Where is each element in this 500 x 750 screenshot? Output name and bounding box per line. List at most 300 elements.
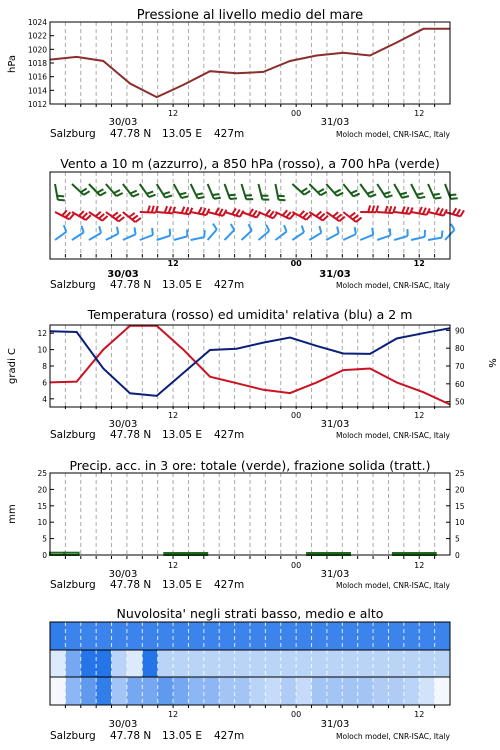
wind-barb-shaft xyxy=(258,231,269,240)
cloud-cell xyxy=(327,677,343,705)
wind-barb-feather xyxy=(266,210,270,216)
wind-barb-shaft xyxy=(360,235,373,240)
cloud-cell xyxy=(435,650,451,677)
wind-barb-feather xyxy=(283,210,288,215)
cloud-cell xyxy=(173,650,189,677)
station-elev: 427m xyxy=(214,730,245,742)
cloud-cell xyxy=(250,650,266,677)
y-tick-label: 1018 xyxy=(27,59,47,68)
station-lat: 47.78 N xyxy=(110,279,152,291)
wind-barb-feather xyxy=(135,227,136,234)
cloud-cell xyxy=(65,650,81,677)
humidity-ylabel: % xyxy=(486,358,497,368)
wind-barb-shaft xyxy=(157,236,170,240)
precip-panel xyxy=(7,458,465,591)
wind-barb-feather xyxy=(147,191,154,193)
wind-barb-feather xyxy=(231,224,235,230)
wind-barb-feather xyxy=(323,216,328,221)
cloud-cell xyxy=(112,650,128,677)
wind-barb-feather xyxy=(152,206,154,213)
wind-barb-feather xyxy=(169,207,171,214)
cloud-cell xyxy=(189,622,205,650)
wind-barb-feather xyxy=(319,226,321,233)
cloud-cell xyxy=(219,677,235,705)
wind-barb-shaft xyxy=(208,184,214,199)
station-name: Salzburg xyxy=(50,579,96,591)
y-tick-label: 5 xyxy=(455,534,460,544)
hour-tick-label: 12 xyxy=(167,710,179,719)
y-tick-label: 15 xyxy=(455,501,465,511)
wind-barb-feather xyxy=(230,198,237,199)
wind-barb-feather xyxy=(355,227,356,234)
cloud-cell xyxy=(204,622,220,650)
wind-barb-feather xyxy=(350,213,356,217)
cloud-day-labels xyxy=(109,719,350,730)
wind-barb-feather xyxy=(116,193,122,196)
wind-barb-feather xyxy=(100,192,106,195)
y-tick-label: 6 xyxy=(42,378,47,388)
station-elev: 427m xyxy=(214,429,245,441)
wind-barb-feather xyxy=(132,215,138,219)
pressure-ylabel: hPa xyxy=(7,54,18,74)
station-elev: 427m xyxy=(214,579,245,591)
cloud-cell xyxy=(112,677,128,705)
wind-barb-feather xyxy=(212,194,219,195)
wind-barb-shaft xyxy=(394,184,402,198)
wind-barb-feather xyxy=(453,208,457,214)
cloud-title: Nuvolosita' negli strati basso, medio e alto xyxy=(116,606,384,621)
cloud-cell xyxy=(373,622,389,650)
wind-xticks xyxy=(65,254,434,268)
wind-barb-shaft xyxy=(140,235,153,240)
station-name: Salzburg xyxy=(50,128,96,140)
wind-barb-feather xyxy=(417,193,424,195)
cloud-cell xyxy=(281,650,297,677)
cloud-cell xyxy=(81,622,97,650)
y-tick-label: 20 xyxy=(455,485,465,495)
station-name: Salzburg xyxy=(50,279,96,291)
wind-barb-shaft xyxy=(72,232,84,240)
station-lat: 47.78 N xyxy=(110,579,152,591)
wind-barb-feather xyxy=(334,190,340,193)
y-tick-label: 4 xyxy=(42,394,47,404)
precip-ylabel: mm xyxy=(7,504,18,524)
station-lon: 13.05 E xyxy=(162,279,203,291)
wind-barb-feather xyxy=(320,214,325,219)
station-lon: 13.05 E xyxy=(162,429,203,441)
wind-barb-shaft xyxy=(292,184,304,195)
cloud-cell xyxy=(419,622,435,650)
temperature-title: Temperatura (rosso) ed umidita' relativa (blu) a 2 m xyxy=(87,307,413,322)
y-tick-label: 10 xyxy=(455,518,465,528)
wind-barb-feather xyxy=(165,196,172,198)
wind-barb-shaft xyxy=(123,234,136,240)
wind-barb-feather xyxy=(148,206,150,213)
wind-barb-shaft xyxy=(208,229,217,240)
wind-barb-feather xyxy=(114,190,120,193)
cloud-cell xyxy=(404,650,420,677)
wind-barb-feather xyxy=(451,224,455,230)
wind-barb-feather xyxy=(279,200,286,201)
cloud-cell xyxy=(204,677,220,705)
day-label-31-03: 31/03 xyxy=(320,569,350,580)
pressure-frame xyxy=(50,22,450,104)
hour-tick-label: 00 xyxy=(291,109,302,118)
cloud-cell xyxy=(50,622,66,650)
wind-barb-feather xyxy=(116,215,121,220)
wind-barb-shaft xyxy=(55,232,66,240)
cloud-cell xyxy=(296,677,312,705)
cloud-cell xyxy=(96,650,112,677)
precip-xticks xyxy=(65,556,434,570)
day-label-30-03: 30/03 xyxy=(108,117,138,128)
wind-barb-feather xyxy=(385,206,387,213)
cloud-cell xyxy=(358,650,374,677)
y-tick-label: 0 xyxy=(42,551,47,560)
station-lat: 47.78 N xyxy=(110,128,152,140)
hour-tick-label: 12 xyxy=(167,259,179,268)
day-label-30-03: 30/03 xyxy=(108,569,138,580)
station-name: Salzburg xyxy=(50,730,96,742)
wind-barb-feather xyxy=(165,206,167,213)
y-tick-label: 1012 xyxy=(27,100,47,109)
wind-barb-feather xyxy=(198,197,205,198)
pressure-title: Pressione al livello medio del mare xyxy=(136,8,364,23)
y-tick-label: 80 xyxy=(455,344,465,354)
wind-barb-feather xyxy=(406,207,409,214)
cloud-cell xyxy=(127,677,143,705)
cloud-cell xyxy=(96,622,112,650)
cloud-cell xyxy=(342,650,358,677)
wind-barb-feather xyxy=(353,194,359,197)
wind-barb-shaft xyxy=(394,236,407,240)
wind-barb-feather xyxy=(442,231,443,238)
wind-barb-feather xyxy=(286,212,291,217)
wind-barb-feather xyxy=(306,215,311,220)
hour-tick-label: 12 xyxy=(167,411,179,420)
wind-barb-feather xyxy=(301,188,307,192)
y-tick-label: 25 xyxy=(455,469,465,478)
pressure-xticks xyxy=(65,104,434,118)
cloud-cell xyxy=(389,677,405,705)
wind-barb-feather xyxy=(266,225,269,231)
wind-barb-feather xyxy=(333,212,338,217)
wind-barb-feather xyxy=(213,224,217,230)
cloud-panel xyxy=(50,606,451,742)
wind-barb-feather xyxy=(321,192,327,196)
cloud-cell xyxy=(158,622,174,650)
cloud-cell xyxy=(50,677,66,705)
y-tick-label: 1022 xyxy=(27,31,47,41)
y-tick-label: 25 xyxy=(37,469,47,478)
wind-barb-feather xyxy=(302,226,304,233)
wind-barb-feather xyxy=(236,210,240,216)
day-label-31-03: 31/03 xyxy=(320,419,350,430)
cloud-cell xyxy=(404,677,420,705)
hour-tick-label: 12 xyxy=(414,710,425,719)
cloud-cell xyxy=(127,622,143,650)
y-tick-label: 1024 xyxy=(27,18,47,27)
wind-barb-feather xyxy=(102,216,107,221)
y-tick-label: 50 xyxy=(455,397,465,407)
wind-barb-feather xyxy=(270,211,274,217)
cloud-cell xyxy=(189,650,205,677)
model-credit: Moloch model, CNR-ISAC, Italy xyxy=(336,732,450,741)
wind-barb-feather xyxy=(82,213,87,218)
wind-barb-feather xyxy=(214,198,221,199)
cloud-cell xyxy=(142,677,158,705)
wind-barb-shaft xyxy=(174,236,188,240)
y-tick-label: 1020 xyxy=(27,45,47,55)
day-label-31-03: 31/03 xyxy=(320,719,350,730)
station-lon: 13.05 E xyxy=(162,579,203,591)
wind-location-line xyxy=(50,279,451,291)
cloud-cell xyxy=(189,677,205,705)
pressure-grid xyxy=(65,22,434,104)
hour-tick-label: 12 xyxy=(413,259,425,268)
hour-tick-label: 00 xyxy=(291,411,302,420)
model-credit: Moloch model, CNR-ISAC, Italy xyxy=(336,130,450,139)
wind-barb-feather xyxy=(133,194,139,197)
cloud-cell xyxy=(65,622,81,650)
cloud-cell xyxy=(327,622,343,650)
hour-tick-label: 12 xyxy=(414,561,425,570)
cloud-cell xyxy=(235,622,251,650)
hour-tick-label: 12 xyxy=(167,561,179,570)
humidity-yticks xyxy=(446,326,465,406)
cloud-cell xyxy=(389,650,405,677)
cloud-cell xyxy=(327,650,343,677)
wind-barb-feather xyxy=(219,209,222,215)
wind-barb-feather xyxy=(337,227,339,234)
temperature-xticks xyxy=(65,406,434,420)
wind-barb-feather xyxy=(149,195,156,197)
station-lon: 13.05 E xyxy=(162,128,203,140)
wind-barb-feather xyxy=(290,214,295,219)
cloud-cell xyxy=(81,650,97,677)
y-tick-label: 15 xyxy=(37,501,47,511)
wind-barb-feather xyxy=(64,225,67,232)
wind-barb-feather xyxy=(135,218,141,222)
wind-barb-feather xyxy=(433,194,440,195)
wind-barb-feather xyxy=(163,192,170,194)
wind-barb-feather xyxy=(435,198,442,199)
wind-barb-feather xyxy=(199,207,202,213)
wind-barb-shaft xyxy=(106,234,118,240)
y-tick-label: 60 xyxy=(455,379,465,389)
cloud-cell xyxy=(173,677,189,705)
cloud-cell xyxy=(265,622,281,650)
wind-barb-feather xyxy=(372,206,374,213)
precip-grid xyxy=(65,473,434,555)
wind-barb-feather xyxy=(69,214,74,219)
station-lat: 47.78 N xyxy=(110,730,152,742)
cloud-cell xyxy=(112,622,128,650)
wind-barb-feather xyxy=(202,208,205,214)
day-label-30-03: 30/03 xyxy=(108,719,138,730)
wind-barb-shaft xyxy=(242,184,247,199)
temperature-yticks xyxy=(37,329,54,404)
y-tick-label: 1016 xyxy=(27,72,47,82)
cloud-cell xyxy=(281,677,297,705)
wind-barb-shaft xyxy=(360,184,369,197)
precip-yticks xyxy=(37,469,54,560)
cloud-cell xyxy=(219,622,235,650)
precip-yticks-right xyxy=(446,469,465,560)
hour-tick-label: 12 xyxy=(167,109,179,118)
wind-barb-shaft xyxy=(174,184,182,198)
temperature-location-line xyxy=(50,429,451,441)
wind-barb-shaft xyxy=(140,184,149,197)
y-tick-label: 10 xyxy=(37,518,47,528)
wind-barb-shaft xyxy=(292,232,304,240)
y-tick-label: 0 xyxy=(455,551,460,560)
wind-barb-feather xyxy=(182,196,189,198)
cloud-cell xyxy=(265,677,281,705)
cloud-cell xyxy=(235,677,251,705)
pressure-location-line xyxy=(50,128,451,140)
wind-barb-feather xyxy=(336,214,341,219)
model-credit: Moloch model, CNR-ISAC, Italy xyxy=(336,581,450,590)
station-elev: 427m xyxy=(214,279,245,291)
y-tick-label: 70 xyxy=(455,362,465,371)
wind-barb-feather xyxy=(402,196,409,198)
precip-title: Precip. acc. in 3 ore: totale (verde), frazione solida (tratt.) xyxy=(69,458,431,473)
wind-barb-feather xyxy=(180,193,187,195)
wind-barb-feather xyxy=(119,217,125,221)
cloud-cell xyxy=(81,677,97,705)
y-tick-label: 10 xyxy=(37,345,47,355)
wind-barb-feather xyxy=(351,191,357,194)
cloud-cell xyxy=(312,622,328,650)
wind-barb-feather xyxy=(152,228,153,235)
pressure-day-labels xyxy=(109,117,350,128)
y-tick-label: 8 xyxy=(42,362,47,371)
cloud-cell xyxy=(435,677,451,705)
wind-barb-shaft xyxy=(72,184,84,195)
wind-barb-feather xyxy=(460,210,464,216)
y-tick-label: 5 xyxy=(42,534,47,544)
hour-tick-label: 12 xyxy=(414,109,425,118)
wind-barb-feather xyxy=(423,208,426,214)
wind-barb-shaft xyxy=(411,237,425,240)
wind-barb-feather xyxy=(356,218,362,222)
cloud-cell xyxy=(296,622,312,650)
wind-barb-feather xyxy=(451,198,458,199)
wind-barb-feather xyxy=(386,195,393,197)
wind-barbs xyxy=(55,184,464,240)
wind-barb-shaft xyxy=(411,184,418,198)
wind-barb-feather xyxy=(229,195,236,196)
day-label-30-03: 30/03 xyxy=(107,269,139,280)
wind-barb-shaft xyxy=(123,184,133,197)
cloud-cell xyxy=(389,622,405,650)
hour-tick-label: 12 xyxy=(414,411,425,420)
cloud-cell xyxy=(373,677,389,705)
wind-barb-feather xyxy=(232,208,236,214)
wind-barb-feather xyxy=(440,209,443,215)
cloud-cell xyxy=(219,650,235,677)
cloud-cell xyxy=(312,677,328,705)
wind-barb-shaft xyxy=(191,184,198,198)
wind-barb-feather xyxy=(457,209,461,215)
temperature-line xyxy=(50,326,450,405)
wind-barb-feather xyxy=(318,189,324,193)
cloud-cell xyxy=(204,650,220,677)
wind-barb-shaft xyxy=(225,184,230,199)
cloud-cell xyxy=(419,650,435,677)
model-credit: Moloch model, CNR-ISAC, Italy xyxy=(336,431,450,440)
day-label-31-03: 31/03 xyxy=(319,269,351,280)
wind-panel xyxy=(50,156,464,291)
wind-barb-shaft xyxy=(258,184,262,200)
wind-barb-feather xyxy=(316,212,321,217)
wind-barb-feather xyxy=(99,214,104,219)
temperature-ylabel: gradi C xyxy=(7,348,18,384)
station-lon: 13.05 E xyxy=(162,730,203,742)
cloud-cell xyxy=(358,622,374,650)
wind-barb-feather xyxy=(402,207,405,214)
wind-barb-feather xyxy=(81,189,87,193)
wind-barb-shaft xyxy=(428,238,442,240)
wind-barb-feather xyxy=(390,229,391,236)
wind-barb-feather xyxy=(99,226,101,233)
cloud-cell xyxy=(158,677,174,705)
wind-barb-feather xyxy=(389,206,391,213)
y-tick-label: 1014 xyxy=(27,86,47,96)
day-label-31-03: 31/03 xyxy=(320,117,350,128)
cloud-cell xyxy=(419,677,435,705)
day-label-30-03: 30/03 xyxy=(108,419,138,430)
hour-tick-label: 00 xyxy=(291,561,302,570)
cloud-cell xyxy=(312,650,328,677)
cloud-cell xyxy=(235,650,251,677)
wind-barb-shaft xyxy=(326,233,338,240)
wind-barb-feather xyxy=(299,211,304,216)
cloud-cell xyxy=(142,650,158,677)
y-tick-label: 12 xyxy=(37,329,47,339)
model-credit: Moloch model, CNR-ISAC, Italy xyxy=(336,281,450,290)
wind-barb-feather xyxy=(215,208,218,214)
wind-barb-feather xyxy=(196,193,203,194)
wind-barb-feather xyxy=(278,196,285,197)
wind-barb-feather xyxy=(436,208,439,214)
wind-barb-feather xyxy=(62,210,67,215)
cloud-cell xyxy=(142,622,158,650)
hour-tick-label: 00 xyxy=(290,259,302,268)
wind-barb-feather xyxy=(129,213,135,217)
cloud-cell xyxy=(358,677,374,705)
hour-tick-label: 00 xyxy=(291,710,302,719)
wind-barb-shaft xyxy=(343,234,356,240)
wind-barb-feather xyxy=(57,196,64,197)
wind-barb-shaft xyxy=(343,184,353,196)
cloud-cell xyxy=(158,650,174,677)
wind-barb-feather xyxy=(372,228,373,235)
pressure-panel xyxy=(7,8,451,140)
wind-barb-shaft xyxy=(326,184,337,196)
cloud-cell xyxy=(435,622,451,650)
y-tick-label: 20 xyxy=(37,485,47,495)
temperature-grid xyxy=(65,325,434,407)
cloud-cell xyxy=(50,650,66,677)
cloud-cell xyxy=(250,622,266,650)
wind-barb-feather xyxy=(304,191,310,195)
wind-barb-shaft xyxy=(89,184,100,196)
wind-barb-feather xyxy=(112,212,118,216)
wind-barb-feather xyxy=(370,194,377,197)
wind-barb-feather xyxy=(253,210,257,216)
